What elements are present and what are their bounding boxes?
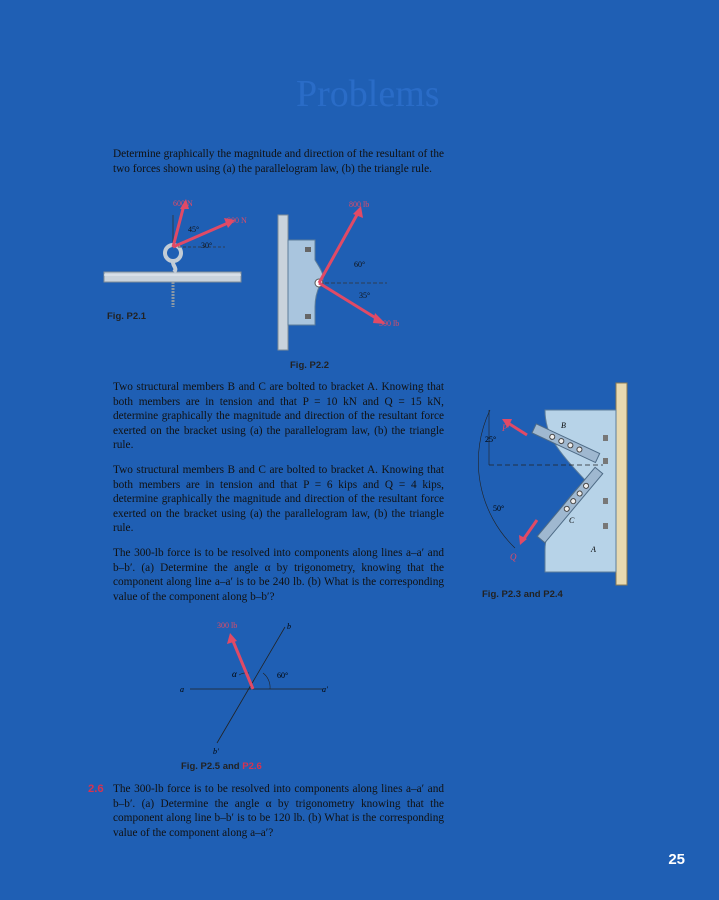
figure-p2-3	[475, 380, 635, 590]
caption-fig-p2-1: Fig. P2.1	[107, 311, 147, 322]
figure-p2-2	[275, 195, 415, 355]
label-p: P	[502, 423, 508, 433]
force-label-800lb: 800 lb	[349, 200, 370, 209]
force-label-900n: 900 N	[227, 216, 247, 225]
label-q: Q	[510, 552, 517, 562]
angle-label-alpha: α	[232, 669, 237, 679]
angle-label-25: 25°	[485, 435, 497, 444]
support-beam	[104, 272, 241, 282]
force-600n-arrow	[173, 205, 184, 247]
label-b: B	[561, 421, 566, 430]
label-c: C	[569, 516, 575, 525]
force-label-300lb: 300 lb	[217, 621, 238, 630]
angle-label-30: 30°	[201, 241, 213, 250]
section-title: Problems	[296, 73, 440, 115]
label-b: b	[287, 622, 291, 631]
page-number: 25	[668, 851, 685, 868]
force-800lb-arrow	[319, 213, 358, 283]
force-q-arrow	[523, 520, 537, 540]
problem-2-6-text: The 300-lb force is to be resolved into components along lines a–a′ and b–b′. (a) Determine the angle α by trigonometry knowing that the component along line b–b′ is to be 120 lb. (b) What is the corresponding value of the component along a–a′?	[113, 783, 444, 839]
problem-2-4-text: Two structural members B and C are bolted to bracket A. Knowing that both members are in tension and that P = 6 kips and Q = 4 kips, determine graphically the magnitude and direction of the resultant force exerted on the bracket using (a) the parallelogram law, (b) the triangle rule.	[113, 464, 444, 534]
wall-plate	[278, 215, 288, 350]
problem-2-1-text: Determine graphically the magnitude and direction of the resultant of the two forces shown using (a) the parallelogram law, (b) the triangle rule.	[113, 148, 444, 175]
caption-fig-p2-2: Fig. P2.2	[290, 360, 330, 371]
angle-label-35: 35°	[359, 291, 371, 300]
problem-2-3-text: Two structural members B and C are bolted to bracket A. Knowing that both members are in tension and that P = 10 kN and Q = 15 kN, determine graphically the magnitude and direction of the resultant force exerted on the bracket using (a) the parallelogram law, (b) the triangle rule.	[113, 381, 444, 451]
force-label-500lb: 500 lb	[379, 319, 400, 328]
caption-fig-p2-5-red: P2.6	[242, 761, 262, 772]
force-300lb-arrow	[233, 641, 253, 689]
caption-fig-p2-3: Fig. P2.3 and P2.4	[482, 589, 563, 600]
figure-p2-1	[100, 195, 250, 315]
problem-2-6-number: 2.6	[88, 783, 104, 795]
force-p-arrow	[508, 423, 527, 435]
force-500lb-arrow	[319, 283, 379, 320]
page-header	[0, 0, 719, 125]
label-a: a	[180, 685, 184, 694]
problem-2-5-text: The 300-lb force is to be resolved into components along lines a–a′ and b–b′. (a) Determine the angle α by trigonometry, knowing that the component along line a–a′ is to be 240 lb. (b) What is the corresponding value of the component along b–b′?	[113, 547, 444, 603]
figure-p2-5	[175, 615, 345, 765]
label-a: A	[591, 545, 596, 554]
angle-label-60: 60°	[354, 260, 366, 269]
problem-2-6-number-wrap	[88, 782, 104, 797]
force-label-600n: 600 N	[173, 199, 193, 208]
angle-label-50: 50°	[493, 504, 505, 513]
angle-label-60: 60°	[277, 671, 289, 680]
wall	[616, 383, 627, 585]
label-b-prime: b′	[213, 747, 219, 756]
angle-label-45: 45°	[188, 225, 200, 234]
caption-fig-p2-5-main: Fig. P2.5 and	[181, 761, 240, 772]
caption-fig-p2-5	[181, 761, 262, 772]
label-a-prime: a′	[322, 685, 328, 694]
